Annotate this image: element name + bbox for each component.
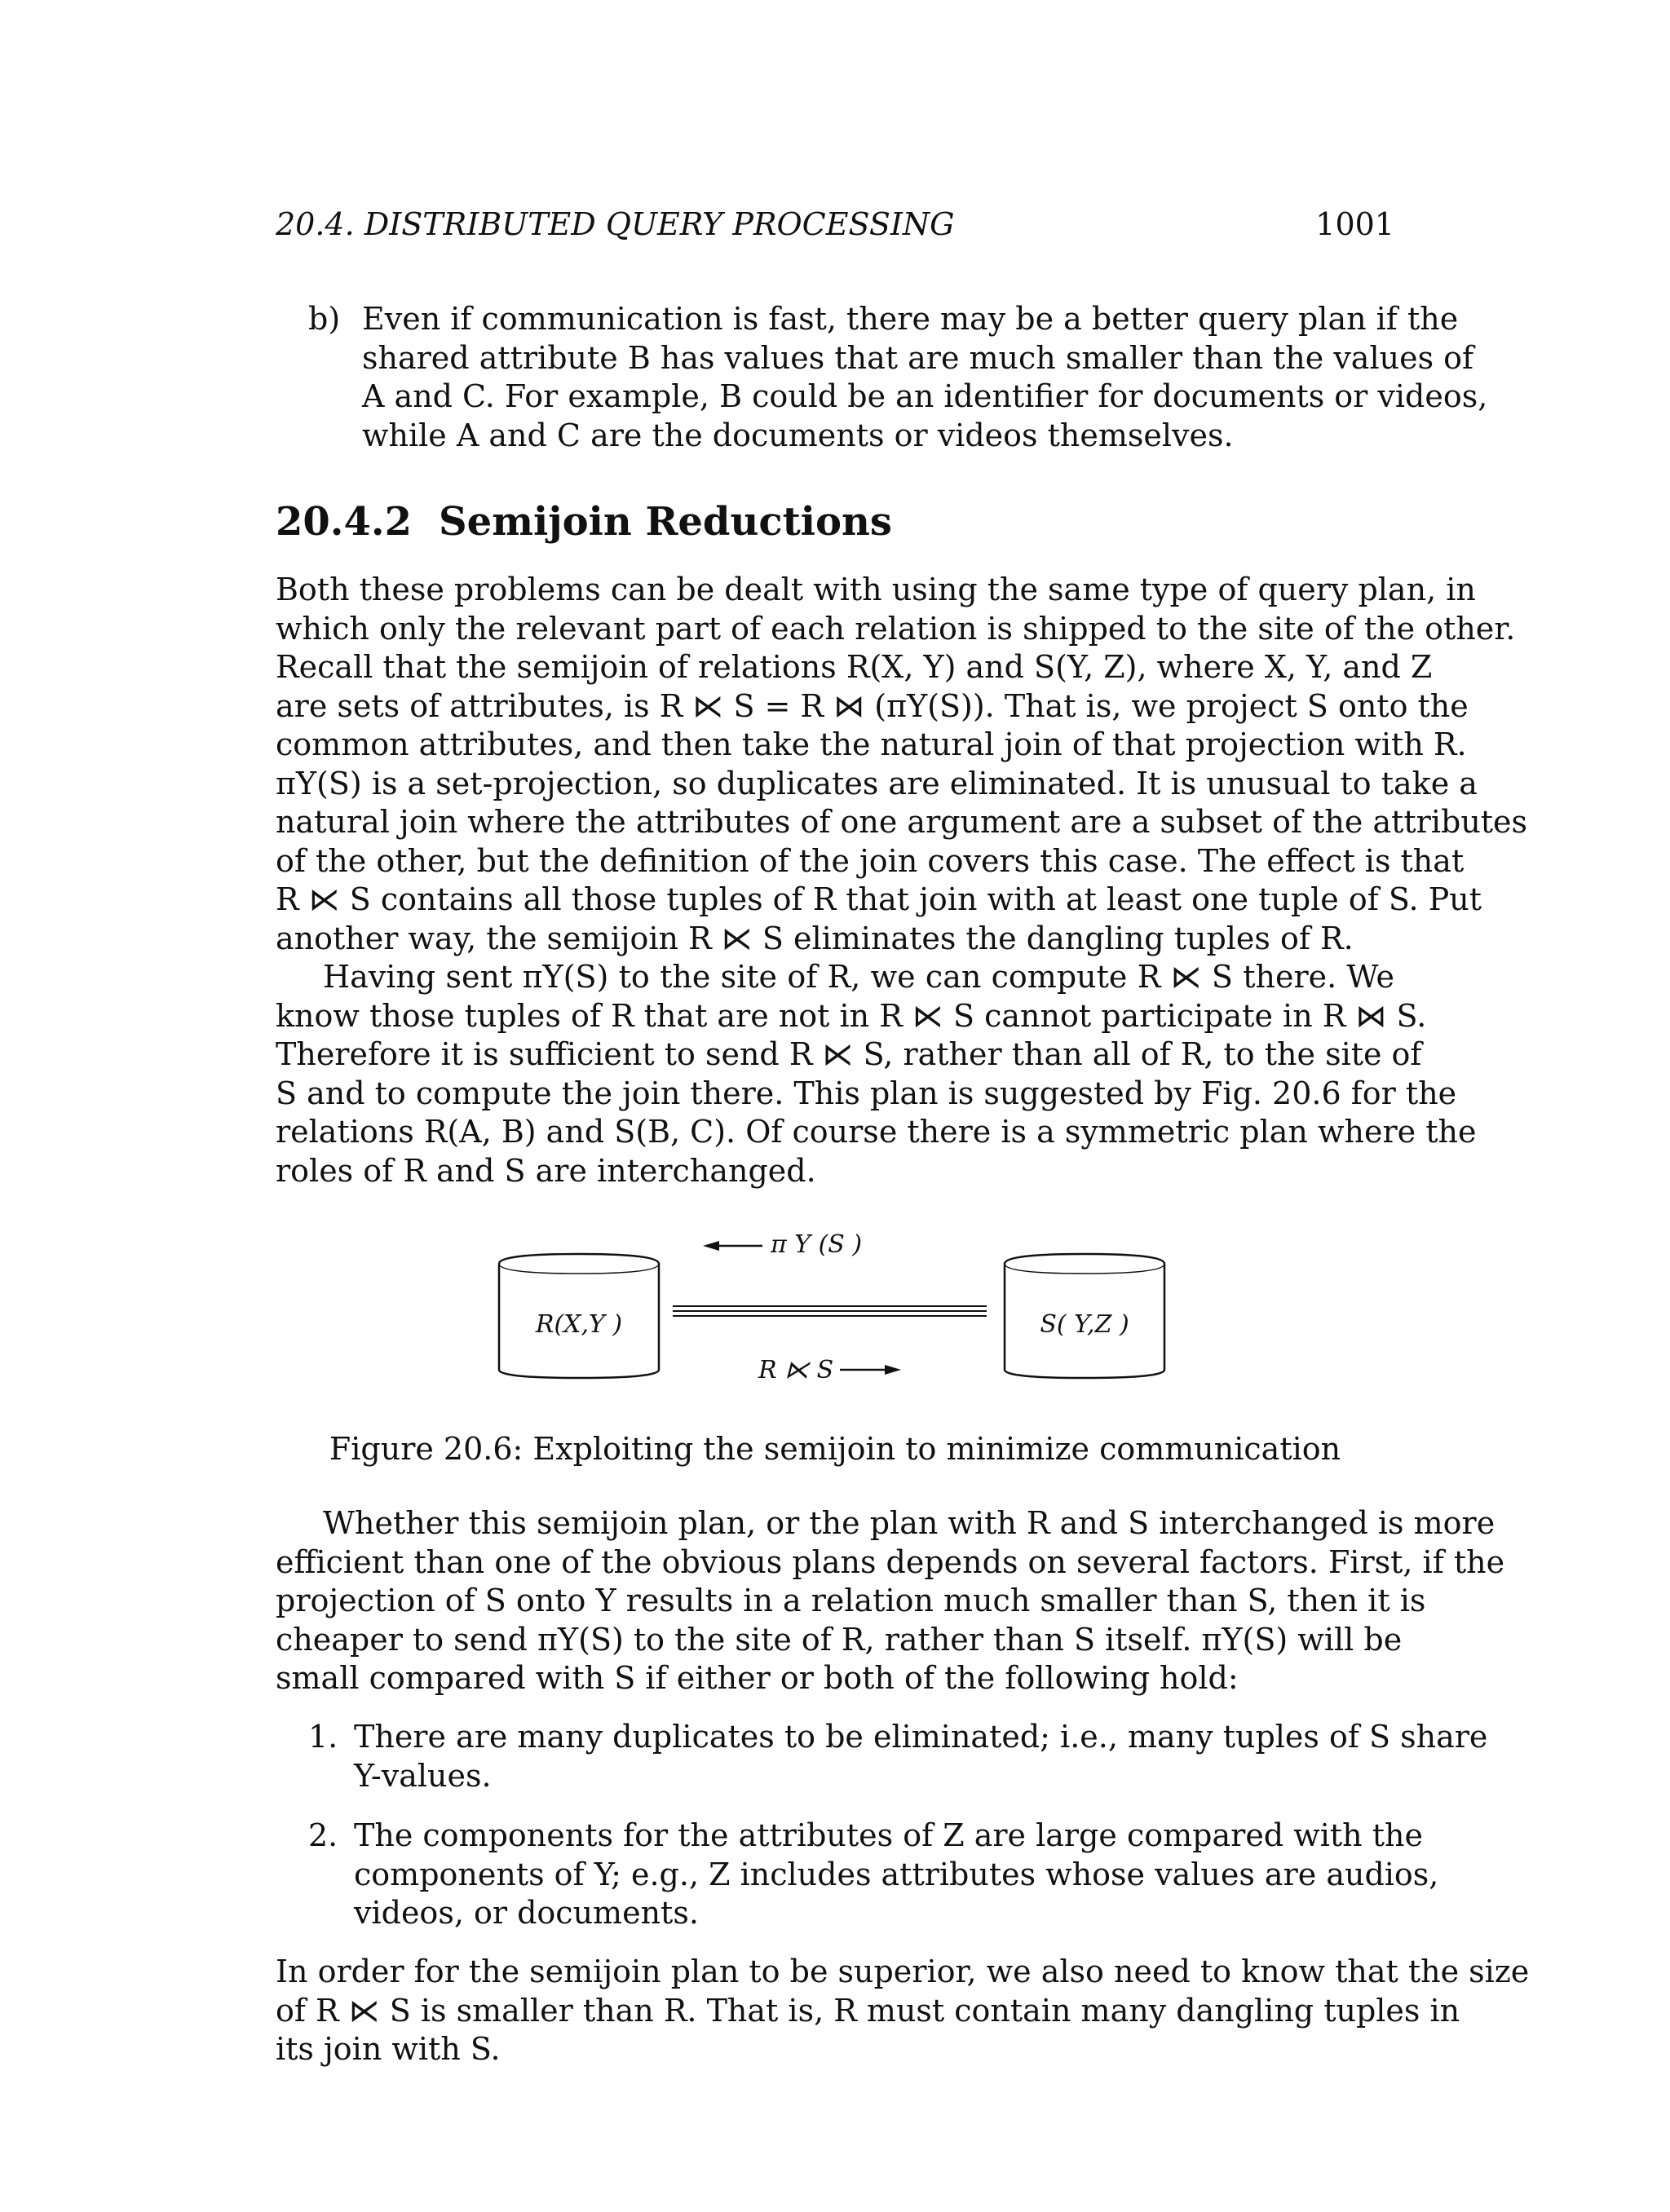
running-head [276, 206, 1394, 252]
text-line: small compared with S if either or both of the following hold: [276, 1660, 1239, 1696]
list-item-body [362, 300, 1488, 455]
page-number: 1001 [1315, 206, 1394, 242]
text-line: efficient than one of the obvious plans depends on several factors. First, if the [276, 1543, 1505, 1580]
running-head-section: 20.4. DISTRIBUTED QUERY PROCESSING [276, 206, 955, 242]
arrow-right-icon [840, 1365, 901, 1375]
text-line: R ⋉ S contains all those tuples of R that join with at least one tuple of S. Put [276, 881, 1482, 917]
list-item-label: 1. [308, 1719, 338, 1755]
text-line: are sets of attributes, is R ⋉ S = R ⋈ (πY(S)). That is, we project S onto the [276, 687, 1469, 724]
text-line: S and to compute the join there. This plan is suggested by Fig. 20.6 for the [276, 1075, 1457, 1111]
paragraph [276, 958, 1477, 1190]
text-line: Having sent πY(S) to the site of R, we can compute R ⋉ S there. We [323, 959, 1394, 995]
text-line: relations R(A, B) and S(B, C). Of course there is a symmetric plan where the [276, 1114, 1477, 1150]
list-item-label: b) [308, 301, 341, 337]
list-item-body [354, 1718, 1488, 1795]
text-line: of R ⋉ S is smaller than R. That is, R must contain many dangling tuples in [276, 1992, 1460, 2029]
paragraph [276, 1504, 1505, 1698]
list-item-label: 2. [308, 1817, 338, 1853]
text-line: In order for the semijoin plan to be superior, we also need to know that the size [276, 1954, 1530, 1989]
text-line: πY(S) is a set-projection, so duplicates are eliminated. It is unusual to take a [276, 765, 1478, 801]
text-line: Therefore it is sufficient to send R ⋉ S, rather than all of R, to the site of [276, 1036, 1422, 1072]
text-line: There are many duplicates to be eliminated; i.e., many tuples of S share [354, 1719, 1488, 1755]
communication-link [673, 1306, 987, 1316]
text-line: Even if communication is fast, there may be a better query plan if the [362, 301, 1459, 337]
semijoin-message-label: R ⋉ S [758, 1356, 834, 1384]
text-line: common attributes, and then take the natural join of that projection with R. [276, 726, 1467, 762]
text-line: know those tuples of R that are not in R ⋉ S cannot participate in R ⋈ S. [276, 997, 1427, 1034]
text-line: Both these problems can be dealt with using the same type of query plan, in [276, 572, 1476, 607]
text-line: another way, the semijoin R ⋉ S eliminates the dangling tuples of R. [276, 920, 1354, 956]
text-line: cheaper to send πY(S) to the site of R, rather than S itself. πY(S) will be [276, 1621, 1403, 1658]
text-line: its join with S. [276, 2031, 501, 2067]
text-line: The components for the attributes of Z are large compared with the [354, 1817, 1423, 1853]
text-line: components of Y; e.g., Z includes attributes whose values are audios, [354, 1856, 1439, 1892]
text-line: natural join where the attributes of one argument are a subset of the attributes [276, 804, 1528, 840]
semijoin-diagram [489, 1215, 1207, 1402]
text-line: Recall that the semijoin of relations R(X, Y) and S(Y, Z), where X, Y, and Z [276, 649, 1433, 685]
section-title: Semijoin Reductions [439, 499, 892, 545]
left-site-label: R(X,Y ) [535, 1310, 623, 1339]
text-line: Y-values. [354, 1757, 492, 1794]
right-site-label: S( Y,Z ) [1040, 1310, 1129, 1339]
figure-semijoin [489, 1215, 1207, 1402]
section-number: 20.4.2 [276, 499, 413, 545]
text-line: shared attribute B has values that are much smaller than the values of [362, 339, 1474, 376]
text-line: roles of R and S are interchanged. [276, 1152, 816, 1189]
text-line: projection of S onto Y results in a relation much smaller than S, then it is [276, 1583, 1426, 1618]
text-line: while A and C are the documents or videos themselves. [362, 417, 1234, 453]
list-item-body [354, 1817, 1439, 1933]
paragraph [276, 571, 1528, 958]
figure-caption: Figure 20.6: Exploiting the semijoin to minimize communication [329, 1431, 1341, 1467]
text-line: Whether this semijoin plan, or the plan with R and S interchanged is more [323, 1505, 1495, 1541]
projection-message-label: π Y (S ) [771, 1230, 863, 1259]
text-line: which only the relevant part of each relation is shipped to the site of the other. [276, 610, 1516, 647]
text-line: videos, or documents. [354, 1895, 699, 1931]
section-heading [276, 499, 892, 545]
arrow-left-icon [703, 1241, 762, 1251]
text-line: of the other, but the definition of the join covers this case. The effect is that [276, 842, 1465, 879]
paragraph [276, 1953, 1530, 2069]
text-line: A and C. For example, B could be an identifier for documents or videos, [362, 378, 1488, 414]
